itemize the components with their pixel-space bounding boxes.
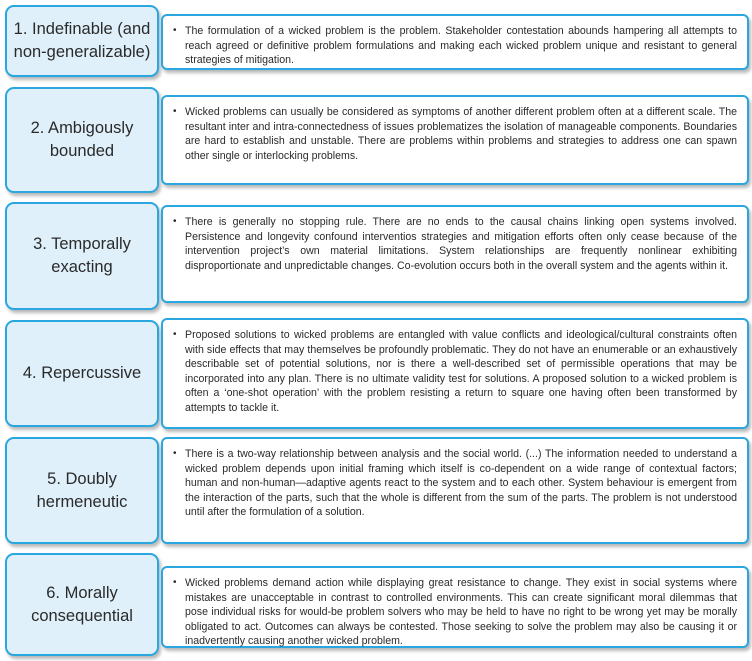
bullet-icon: •: [173, 329, 177, 340]
label-text: 1. Indefinable (and non-generalizable): [13, 20, 151, 61]
description-text: Proposed solutions to wicked problems are entangled with value conflicts and ideological/cultural constraints often with side effects that may themselves be profoundly problematic. They do not have an enumerable or an exhaustively describable set of potential solutions, nor is there a well-described set of permissible operations that may be incorporated into any plan. There is no ultimate validity test for solutions. A proposed solution to a wicked problem is often a ‘one-shot operation’ with the problem resisting a return to square one having often been transformed by attempts to tackle it.: [185, 329, 737, 414]
description-text: The formulation of a wicked problem is the problem. Stakeholder contestation abounds hampering all attempts to reach agreed or definitive problem formulations and making each wicked problem unique and resistant to general strategies of mitigation.: [185, 25, 737, 66]
bullet-icon: •: [173, 106, 177, 117]
bullet-icon: •: [173, 216, 177, 227]
label-text: 4. Repercussive: [22, 364, 142, 382]
description-ambigously-bounded: [161, 95, 749, 185]
description-morally-consequential: [161, 566, 749, 648]
description-repercussive: [161, 318, 749, 429]
bullet-icon: •: [173, 577, 177, 588]
label-temporally-exacting: [5, 202, 159, 310]
description-text: Wicked problems can usually be considered as symptoms of another different problem often at a different scale. The resultant inter and intra-connectedness of issues problematizes the isolation of manageable components. Boundaries are hard to establish and unstable. There are problems within problems and strategies to address one can spawn other single or interlocking problems.: [185, 106, 737, 162]
description-text: There is a two-way relationship between analysis and the social world. (...) The information needed to understand a wicked problem depends upon initial framing which itself is co-dependent on a wide range of contextual factors; human and non-human—adaptive agents react to the system and to each other. System behaviour is emergent from the interaction of the parts, such that the whole is different from the sum of the parts. The problem is not understood until after the formulation of a solution.: [185, 448, 737, 518]
description-text: There is generally no stopping rule. There are no ends to the causal chains linking open systems involved. Persistence and longevity confound interventios strategies and mitigation efforts often only cease because of the intervention project’s own material limitations. System relationships are frequently nonlinear exhibiting disproportionate and unpredictable changes. Co-evolution occurs both in the overall system and the agents within it.: [185, 216, 737, 272]
description-indefinable: [161, 14, 749, 70]
description-text: Wicked problems demand action while displaying great resistance to change. They exist in social systems where mistakes are unacceptable in contrast to controlled environments. This can create significant moral dilemmas that pose individual risks for would-be problem solvers who may be held to have no right to be wrong yet may be morally obligated to act. Outcomes can always be contested. Those seeking to solve the problem may also be causing it or inadvertently causing another wicked problem.: [185, 577, 737, 647]
label-doubly-hermeneutic: [5, 437, 159, 544]
label-repercussive: [5, 320, 159, 427]
bullet-icon: •: [173, 25, 177, 36]
bullet-icon: •: [173, 448, 177, 459]
description-doubly-hermeneutic: [161, 437, 749, 544]
label-text: 3. Temporally exacting: [33, 235, 131, 276]
label-morally-consequential: [5, 553, 159, 656]
description-temporally-exacting: [161, 205, 749, 303]
label-text: 2. Ambigously bounded: [30, 119, 134, 160]
label-text: 5. Doubly hermeneutic: [36, 469, 128, 511]
label-text: 6. Morally consequential: [31, 583, 133, 625]
label-ambigously-bounded: [5, 87, 159, 193]
label-indefinable: [5, 5, 159, 77]
